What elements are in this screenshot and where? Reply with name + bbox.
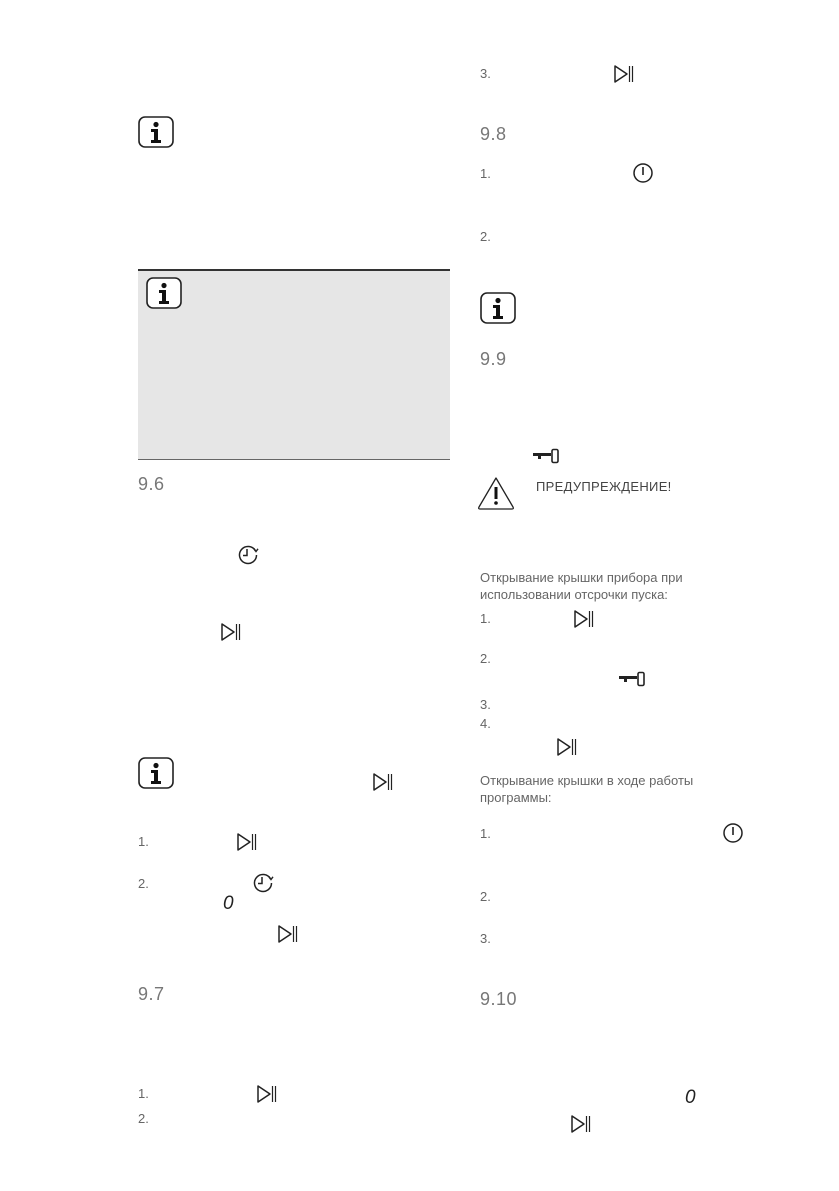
delay-open-heading-line1: Открывание крышки прибора при bbox=[480, 570, 683, 585]
power-icon bbox=[632, 162, 654, 184]
display-zero: 0 bbox=[685, 1087, 696, 1108]
list-number: 3. bbox=[480, 697, 491, 712]
warning-title: ПРЕДУПРЕЖДЕНИЕ! bbox=[536, 479, 672, 494]
section-heading-9-9: 9.9 bbox=[480, 349, 507, 369]
list-number: 1. bbox=[480, 166, 491, 181]
info-icon bbox=[480, 292, 516, 324]
section-heading-9-7: 9.7 bbox=[138, 984, 165, 1004]
list-number: 3. bbox=[480, 931, 491, 946]
key-lock-icon bbox=[618, 671, 648, 687]
play-pause-icon bbox=[220, 622, 242, 642]
list-number: 1. bbox=[138, 1086, 149, 1101]
play-pause-icon bbox=[256, 1084, 278, 1104]
list-number: 1. bbox=[480, 611, 491, 626]
play-pause-icon bbox=[372, 772, 394, 792]
section-heading-9-6: 9.6 bbox=[138, 474, 165, 494]
list-number: 4. bbox=[480, 716, 491, 731]
list-number: 2. bbox=[480, 651, 491, 666]
delay-start-clock-icon bbox=[237, 544, 259, 566]
play-pause-icon bbox=[556, 737, 578, 757]
list-number: 1. bbox=[480, 826, 491, 841]
warning-icon bbox=[477, 476, 515, 510]
display-zero: 0 bbox=[223, 893, 234, 914]
power-icon bbox=[722, 822, 744, 844]
list-number: 3. bbox=[480, 66, 491, 81]
delay-start-clock-icon bbox=[252, 872, 274, 894]
running-open-heading-line2: программы: bbox=[480, 790, 552, 805]
play-pause-icon bbox=[613, 64, 635, 84]
list-number: 1. bbox=[138, 834, 149, 849]
info-note-box bbox=[138, 269, 450, 460]
key-lock-icon bbox=[532, 448, 562, 464]
play-pause-icon bbox=[570, 1114, 592, 1134]
play-pause-icon bbox=[573, 609, 595, 629]
info-icon bbox=[138, 116, 174, 148]
play-pause-icon bbox=[277, 924, 299, 944]
info-icon bbox=[146, 277, 182, 309]
info-icon bbox=[138, 757, 174, 789]
list-number: 2. bbox=[480, 229, 491, 244]
section-heading-9-10: 9.10 bbox=[480, 989, 518, 1009]
section-heading-9-8: 9.8 bbox=[480, 124, 507, 144]
list-number: 2. bbox=[138, 876, 149, 891]
play-pause-icon bbox=[236, 832, 258, 852]
running-open-heading-line1: Открывание крышки в ходе работы bbox=[480, 773, 694, 788]
delay-open-heading-line2: использовании отсрочки пуска: bbox=[480, 587, 668, 602]
list-number: 2. bbox=[480, 889, 491, 904]
list-number: 2. bbox=[138, 1111, 149, 1126]
